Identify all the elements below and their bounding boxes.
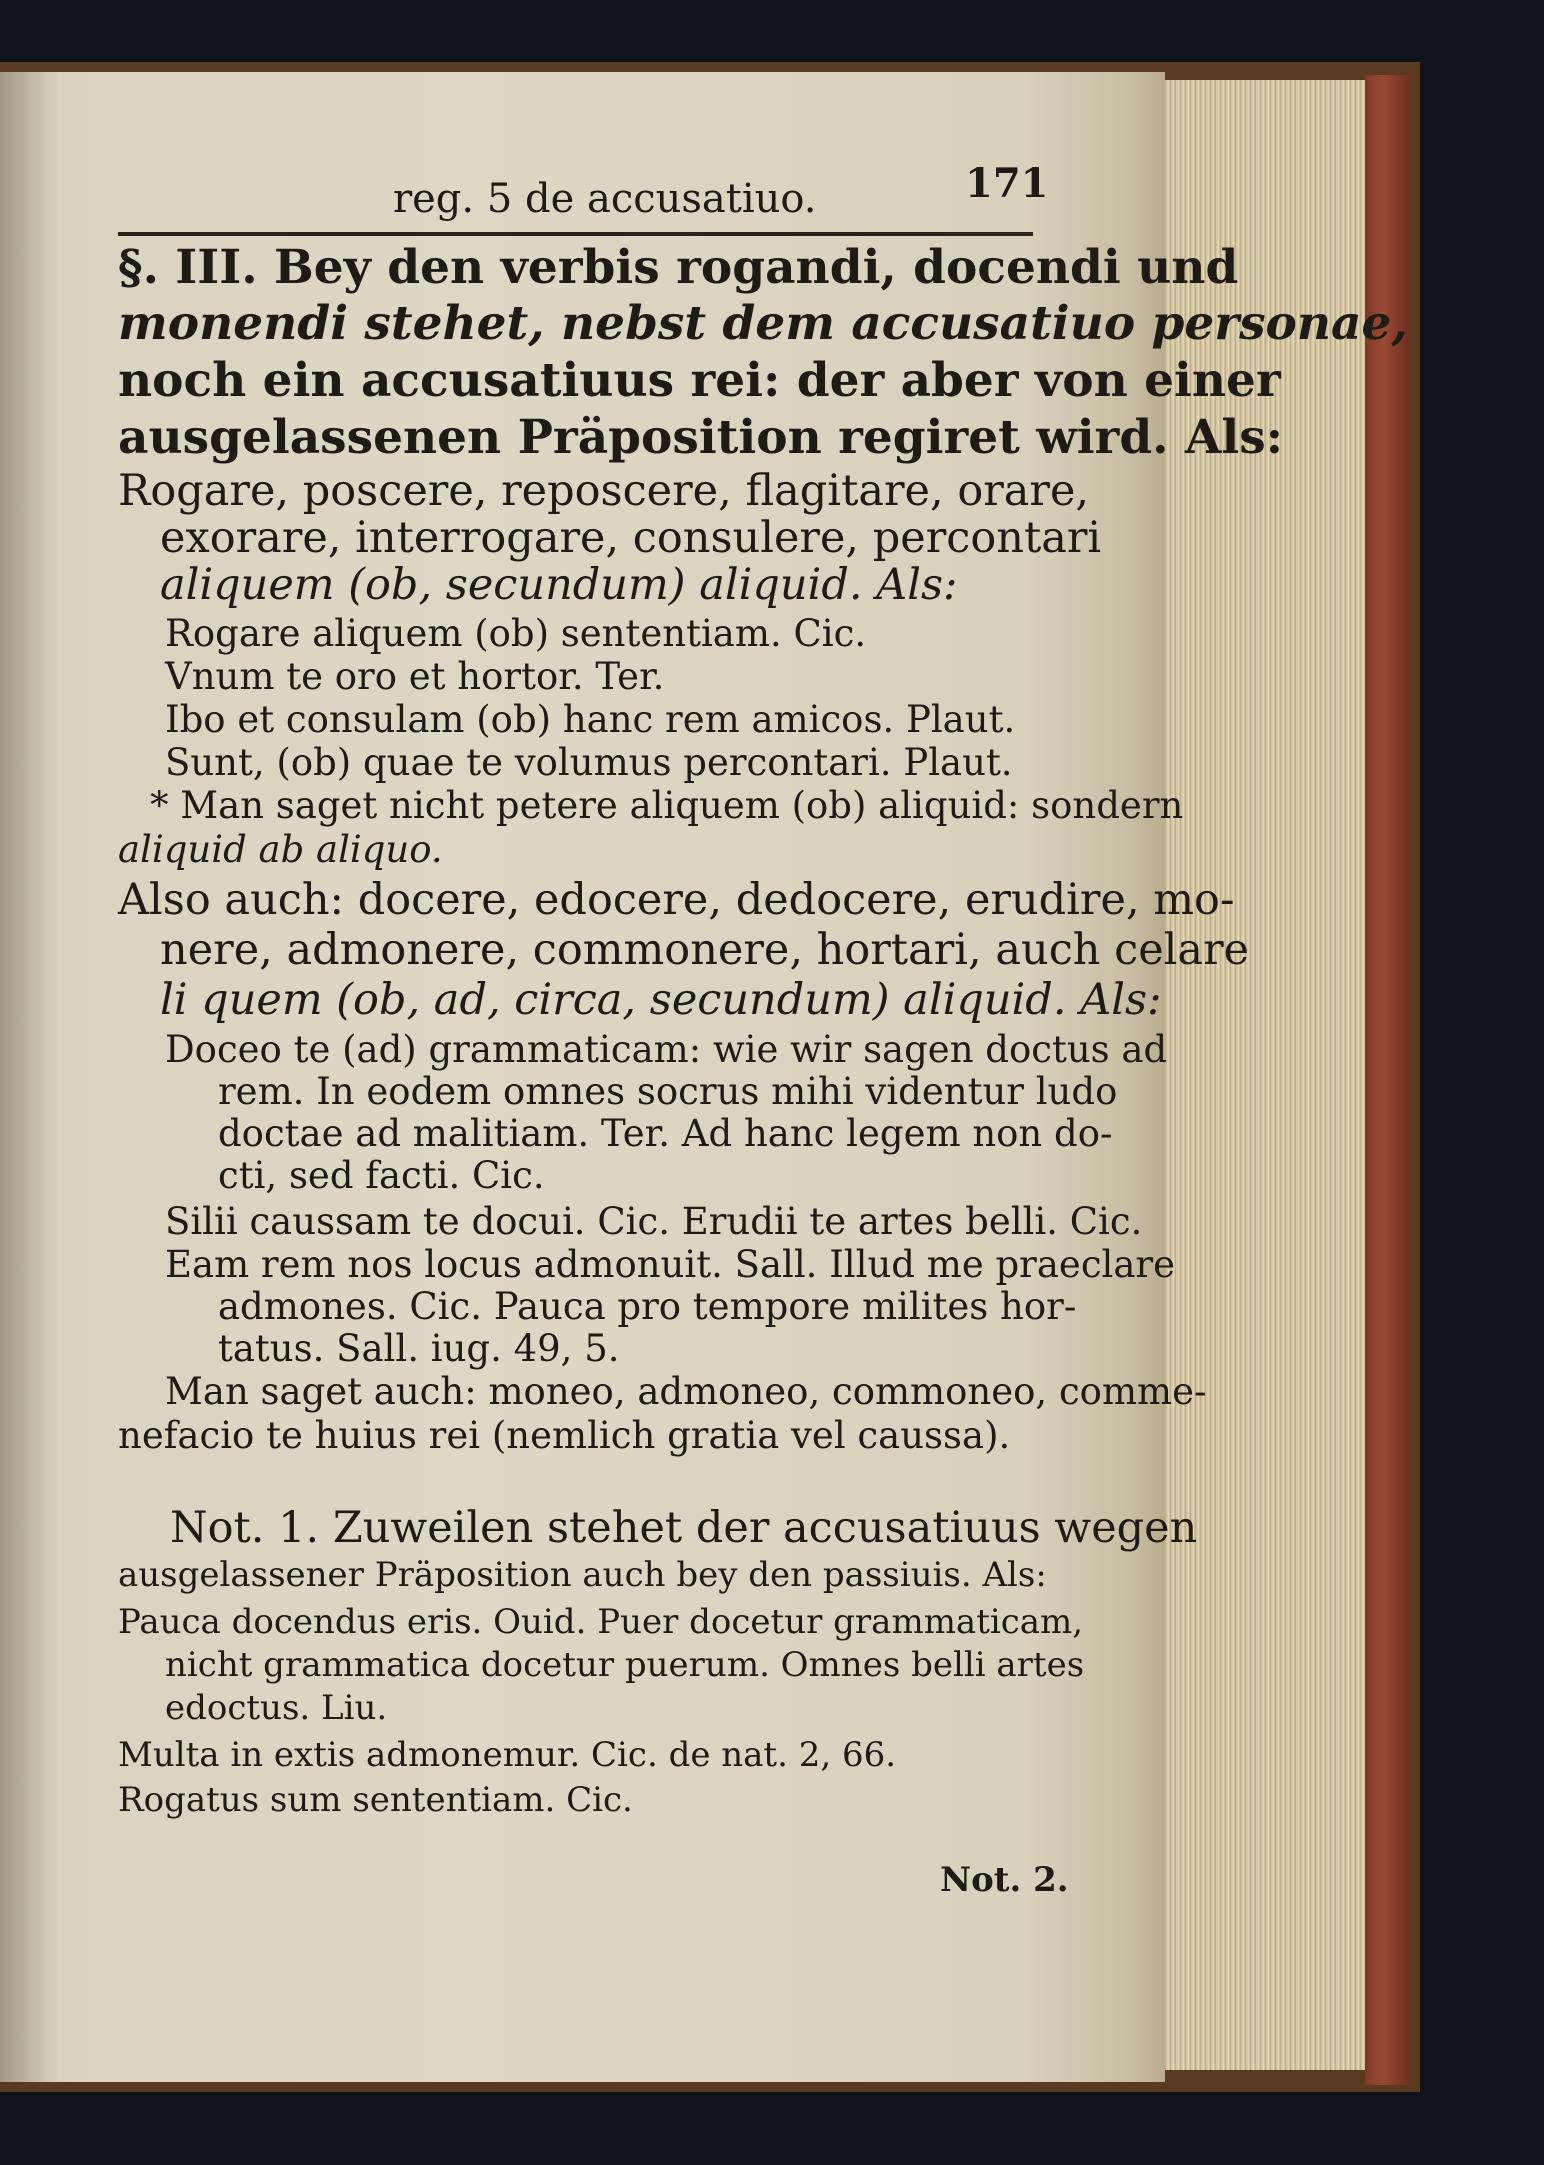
example-line: Vnum te oro et hortor. Ter. <box>165 655 665 698</box>
example-line: Multa in extis admonemur. Cic. de nat. 2, 66. <box>118 1735 897 1775</box>
text-line: aliquem (ob, secundum) aliquid. Als: <box>160 560 958 610</box>
example-line: Rogatus sum sententiam. Cic. <box>118 1780 633 1820</box>
text-line: Rogare, poscere, reposcere, flagitare, orare, <box>118 466 1090 516</box>
note-line: nefacio te huius rei (nemlich gratia vel caussa). <box>118 1414 1011 1457</box>
example-line: Silii caussam te docui. Cic. Erudii te artes belli. Cic. <box>165 1200 1143 1243</box>
book-cover-edge <box>1365 75 1410 2085</box>
catchword: Not. 2. <box>940 1860 1069 1900</box>
note-line: Man saget auch: moneo, admoneo, commoneo, comme- <box>165 1370 1207 1413</box>
text-line: noch ein accusatiuus rei: der aber von einer <box>118 353 1281 408</box>
text-line: ausgelassener Präposition auch bey den passiuis. Als: <box>118 1555 1047 1595</box>
header-rule <box>118 232 1033 236</box>
example-line: rem. In eodem omnes socrus mihi videntur ludo <box>218 1070 1118 1113</box>
running-title: reg. 5 de accusatiuo. <box>393 176 817 222</box>
example-line: nicht grammatica docetur puerum. Omnes belli artes <box>165 1645 1085 1685</box>
text-line: Not. 1. Zuweilen stehet der accusatiuus wegen <box>170 1503 1198 1553</box>
text-line: monendi stehet, nebst dem accusatiuo personae, <box>118 296 1408 351</box>
example-line: cti, sed facti. Cic. <box>218 1154 545 1197</box>
example-line: Sunt, (ob) quae te volumus percontari. Plaut. <box>165 741 1013 784</box>
page-number: 171 <box>965 160 1049 207</box>
example-line: Rogare aliquem (ob) sententiam. Cic. <box>165 612 867 655</box>
text-line: nere, admonere, commonere, hortari, auch celare <box>160 925 1250 975</box>
gutter-shadow <box>0 72 60 2082</box>
text-line: exorare, interrogare, consulere, percontari <box>160 513 1102 563</box>
example-line: tatus. Sall. iug. 49, 5. <box>218 1327 620 1370</box>
example-line: admones. Cic. Pauca pro tempore milites hor- <box>218 1285 1077 1328</box>
example-line: Eam rem nos locus admonuit. Sall. Illud me praeclare <box>165 1243 1176 1286</box>
example-line: edoctus. Liu. <box>165 1688 388 1728</box>
example-line: doctae ad malitiam. Ter. Ad hanc legem non do- <box>218 1112 1113 1155</box>
text-line: ausgelassenen Präposition regiret wird. Als: <box>118 410 1284 465</box>
example-line: Pauca docendus eris. Ouid. Puer docetur grammaticam, <box>118 1602 1084 1642</box>
example-line: Ibo et consulam (ob) hanc rem amicos. Plaut. <box>165 698 1016 741</box>
note-line: * Man saget nicht petere aliquem (ob) aliquid: sondern <box>150 784 1184 827</box>
text-line: §. III. Bey den verbis rogandi, docendi und <box>118 240 1239 295</box>
text-line: li quem (ob, ad, circa, secundum) aliquid. Als: <box>160 975 1162 1025</box>
text-line: Also auch: docere, edocere, dedocere, erudire, mo- <box>118 875 1235 925</box>
note-line: aliquid ab aliquo. <box>118 828 443 871</box>
example-line: Doceo te (ad) grammaticam: wie wir sagen doctus ad <box>165 1028 1168 1071</box>
